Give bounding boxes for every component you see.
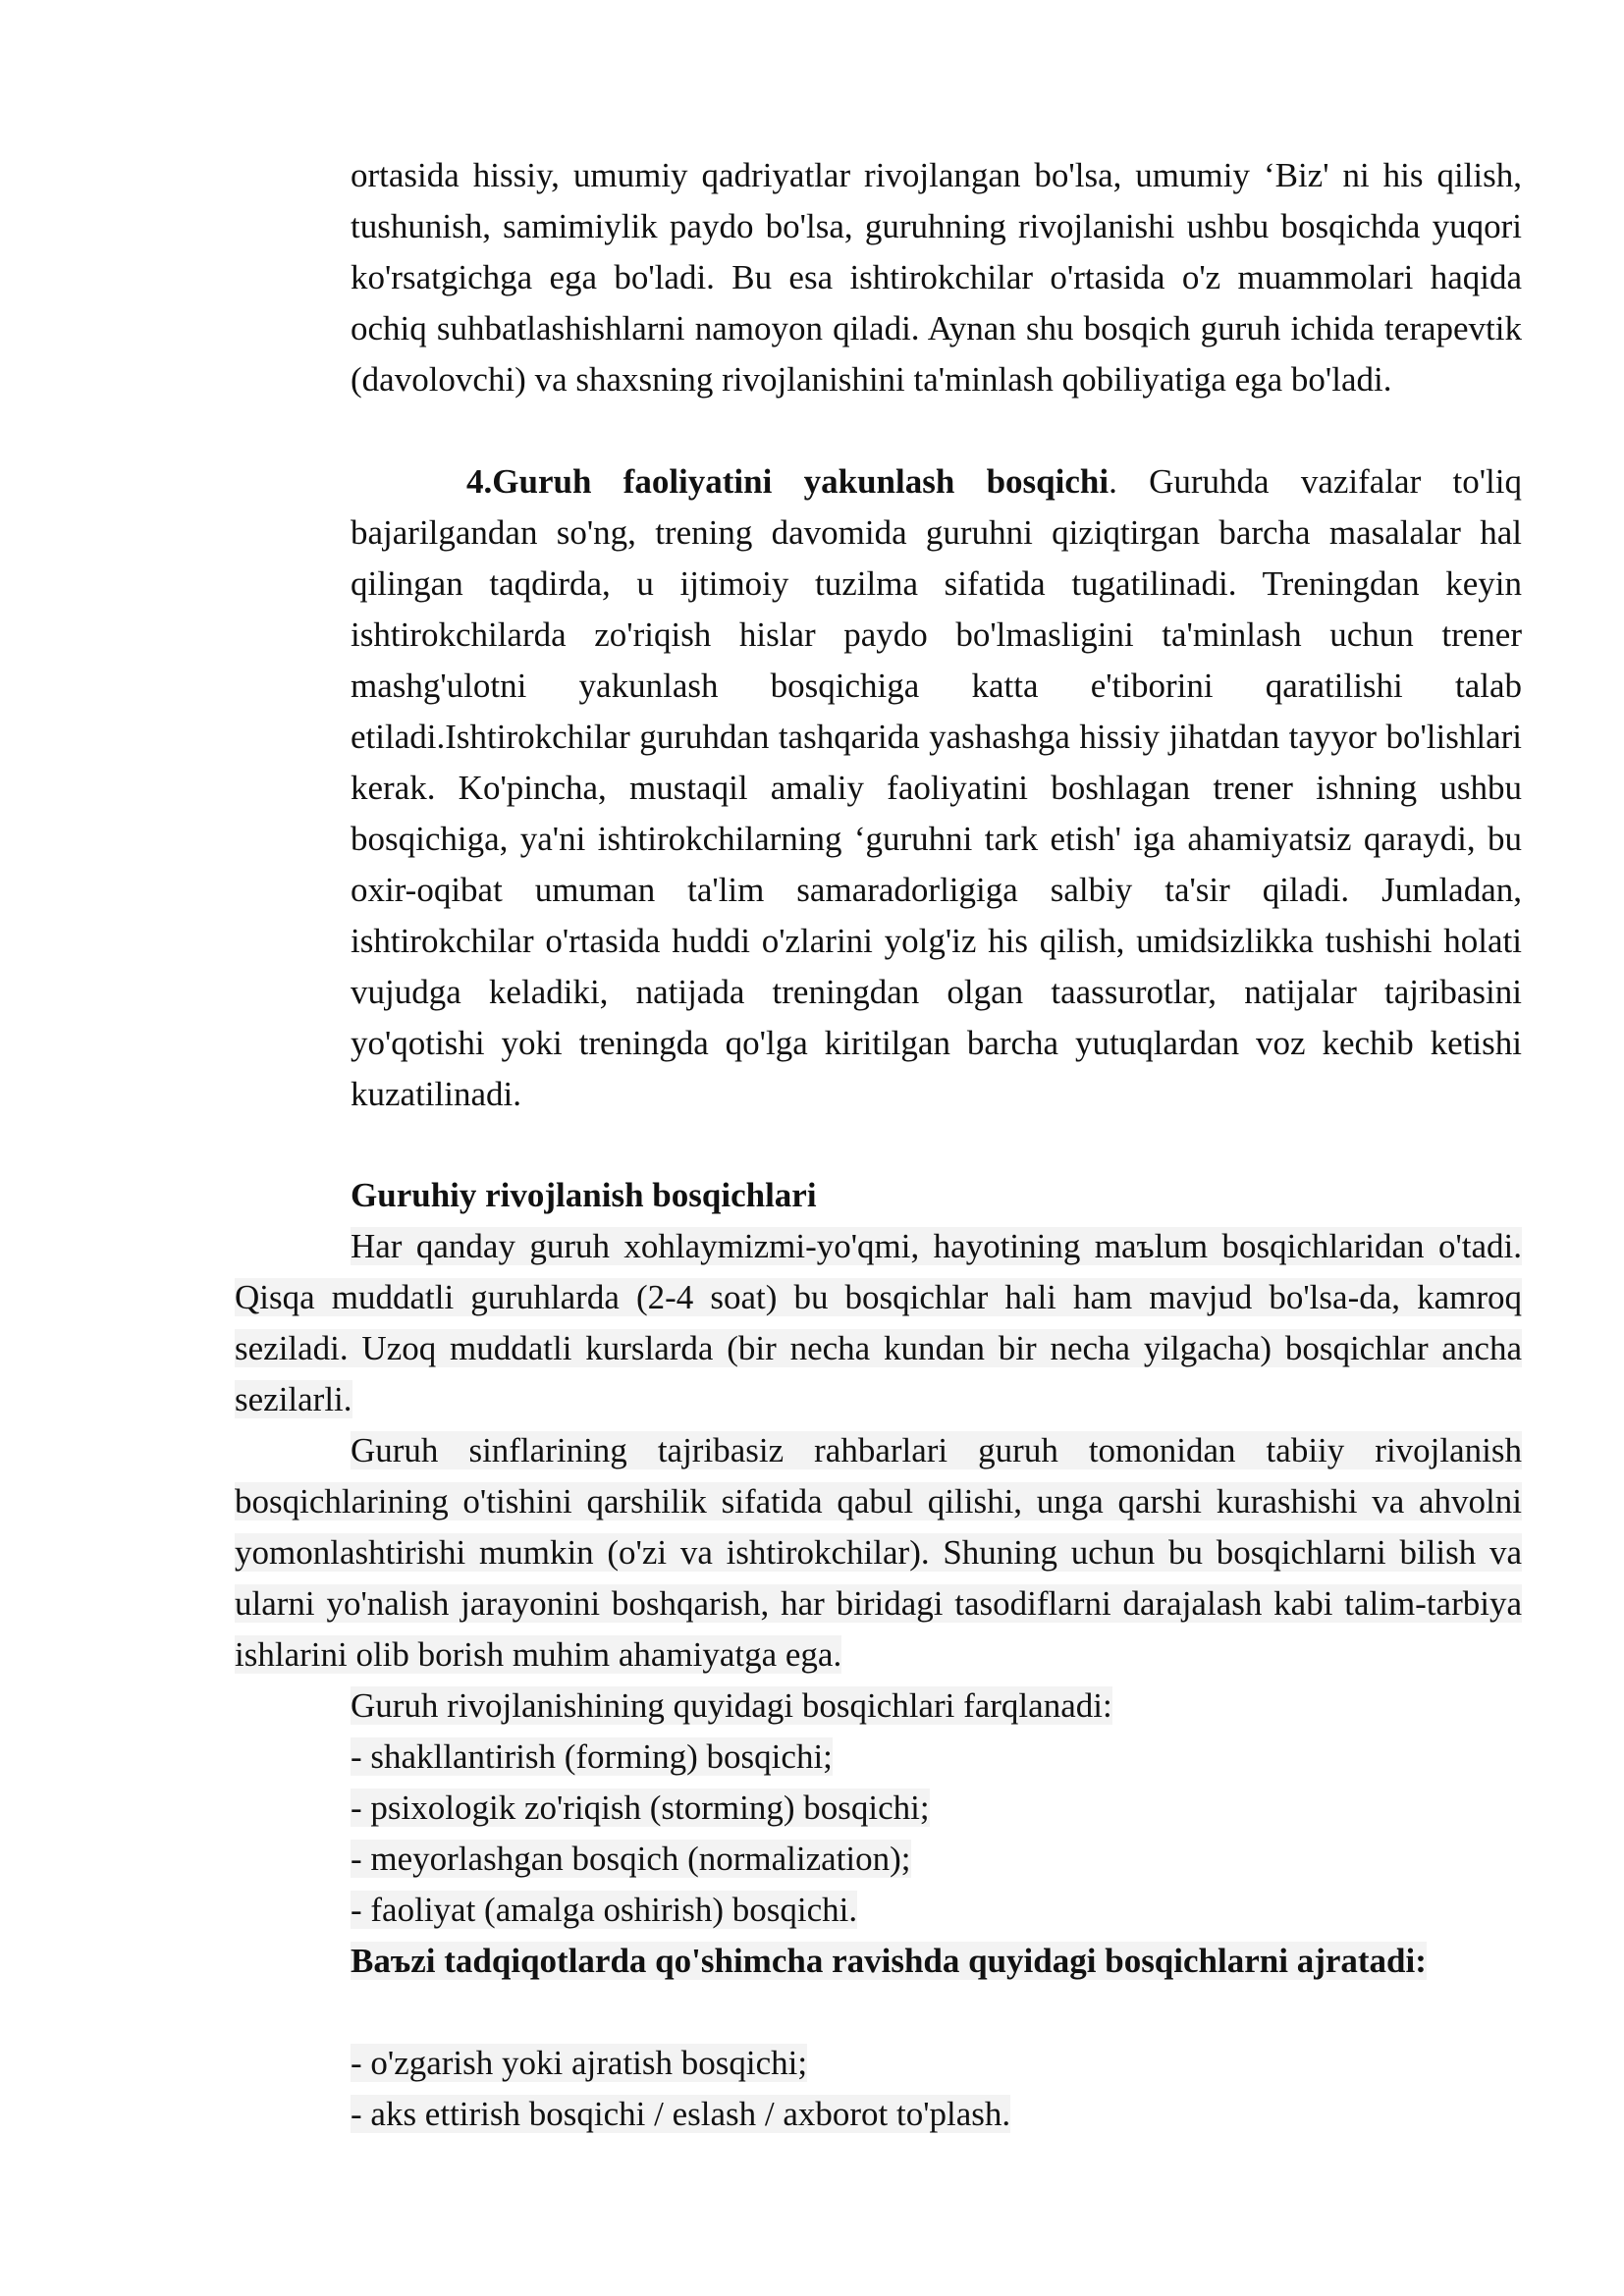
list-1-item [351, 1834, 1522, 1885]
paragraph-inexperienced-leaders [235, 1425, 1522, 1681]
group-stages-intro-text: Har qanday guruh xohlaymizmi-yo'qmi, hayotining maъlum bosqichlaridan o'tadi. Qisqa muddatli guruhlarda (2-4 soat) bu bosqichlar hali ham mavjud bo'lsa-da, kamroq seziladi. Uzoq muddatli kurslarda (bir necha kundan bir necha yilgacha) bosqichlar ancha sezilarli. [235, 1227, 1522, 1418]
list-1-item [351, 1732, 1522, 1783]
paragraph-group-stages-intro [235, 1221, 1522, 1425]
list-2-item [351, 2038, 1522, 2089]
stage-4-title: 4.Guruh faoliyatini yakunlash bosqichi [466, 462, 1110, 501]
list-1-intro-text: Guruh rivojlanishining quyidagi bosqichlari farqlanadi: [351, 1686, 1112, 1725]
paragraph-stage-3-end: ortasida hissiy, umumiy qadriyatlar rivojlangan bo'lsa, umumiy ‘Biz' ni his qilish, tushunish, samimiylik paydo bo'lsa, guruhning rivojlanishi ushbu bosqichda yuqori ko'rsatgichga ega bo'ladi. Bu esa ishtirokchilar o'rtasida o'z muammolari haqida ochiq suhbatlashishlarni namoyon qiladi. Aynan shu bosqich guruh ichida terapevtik (davolovchi) va shaxsning rivojlanishini ta'minlash qobiliyatiga ega bo'ladi. [351, 156, 1522, 399]
list-1-item-text: - faoliyat (amalga oshirish) bosqichi. [351, 1891, 858, 1929]
list-2-item-text: - o'zgarish yoki ajratish bosqichi; [351, 2044, 808, 2082]
list-1-item-text: - psixologik zo'riqish (storming) bosqichi; [351, 1789, 930, 1827]
paragraph-stage-4 [351, 456, 1522, 1120]
stage-4-text: . Guruhda vazifalar to'liq bajarilgandan so'ng, trening davomida guruhni qiziqtirgan barcha masalalar hal qilingan taqdirda, u ijtimoiy tuzilma sifatida tugatilinadi. Treningdan keyin ishtirokchilarda zo'riqish hislar paydo bo'lmasligini ta'minlash uchun trener mashg'ulotni yakunlash bosqichiga katta e'tiborini qaratilishi talab etiladi.Ishtirokchilar guruhdan tashqarida yashashga hissiy jihatdan tayyor bo'lishlari kerak. Ko'pincha, mustaqil amaliy faoliyatini boshlagan trener ishning ushbu bosqichiga, ya'ni ishtirokchilarning ‘guruhni tark etish' iga ahamiyatsiz qaraydi, bu oxir-oqibat umuman ta'lim samaradorligiga salbiy ta'sir qiladi. Jumladan, ishtirokchilar o'rtasida huddi o'zlarini yolg'iz his qilish, umidsizlikka tushishi holati vujudga keladiki, natijada treningdan olgan taassurotlar, natijalar tajribasini yo'qotishi yoki treningda qo'lga kiritilgan barcha yutuqlardan voz kechib ketishi kuzatilinadi. [351, 462, 1522, 1113]
section-heading: Guruhiy rivojlanish bosqichlari [351, 1176, 817, 1214]
list-1-item-text: - shakllantirish (forming) bosqichi; [351, 1737, 833, 1776]
list-1-item [351, 1885, 1522, 1936]
list-2-intro-text: Baъzi tadqiqotlarda qo'shimcha ravishda quyidagi bosqichlarni ajratadi: [351, 1942, 1427, 1980]
list-2-intro [235, 1936, 1522, 1987]
list-2-item-text: - aks ettirish bosqichi / eslash / axborot to'plash. [351, 2095, 1011, 2133]
list-2-item [351, 2089, 1522, 2140]
list-1-item [351, 1783, 1522, 1834]
inexperienced-leaders-text: Guruh sinflarining tajribasiz rahbarlari guruh tomonidan tabiiy rivojlanish bosqichlarining o'tishini qarshilik sifatida qabul qilishi, unga qarshi kurashishi va ahvolni yomonlashtirishi mumkin (o'zi va ishtirokchilar). Shuning uchun bu bosqichlarni bilish va ularni yo'nalish jarayonini boshqarish, har biridagi tasodiflarni darajalash kabi talim-tarbiya ishlarini olib borish muhim ahamiyatga ega. [235, 1431, 1522, 1674]
list-1-intro [351, 1681, 1522, 1732]
list-1-item-text: - meyorlashgan bosqich (normalization); [351, 1840, 911, 1878]
